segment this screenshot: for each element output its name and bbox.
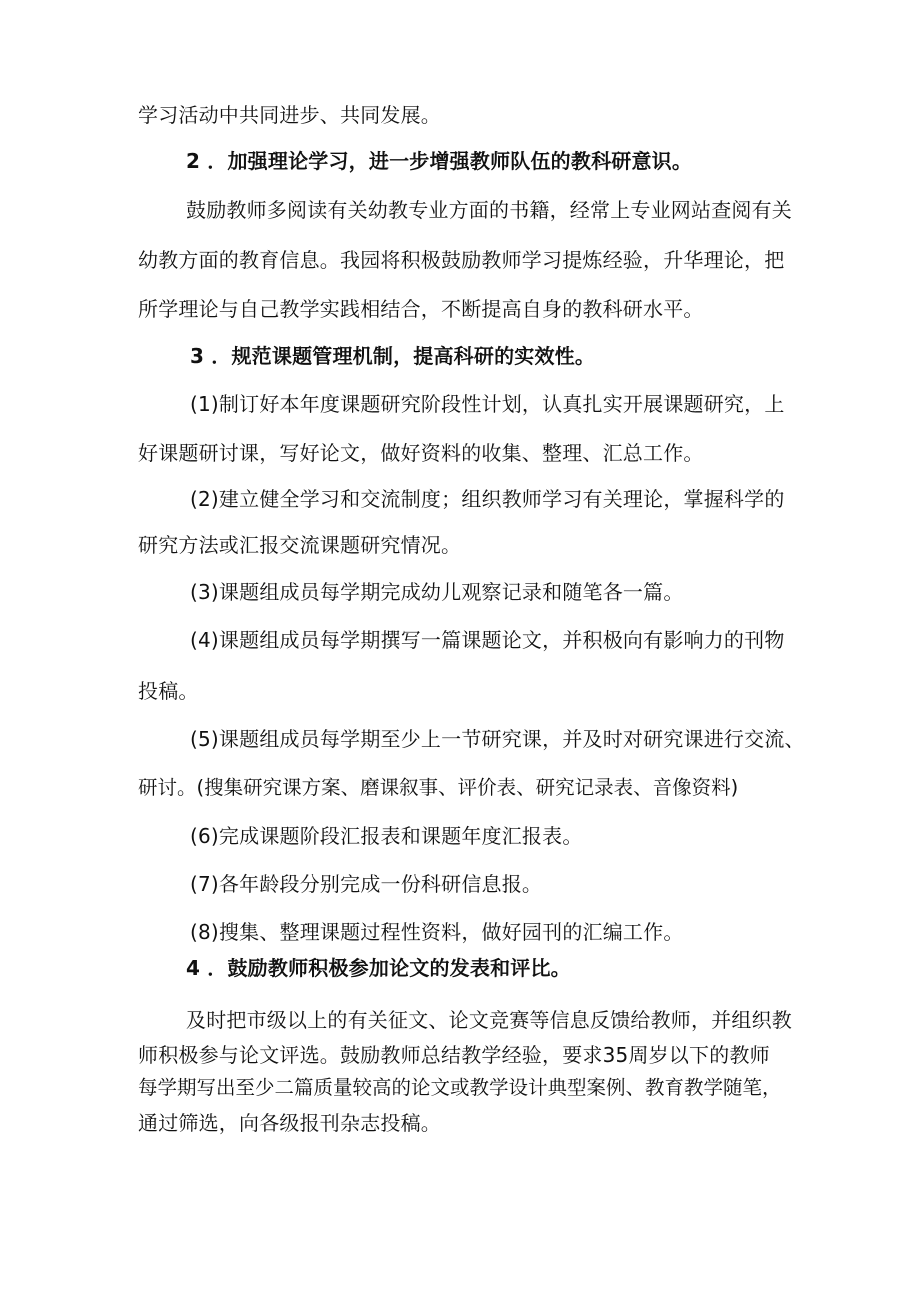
list-item-line: (8)搜集、整理课题过程性资料，做好园刊的汇编工作。 (190, 920, 684, 944)
list-item-line: 投稿。 (138, 679, 199, 703)
section-heading-4: 4 ．鼓励教师积极参加论文的发表和评比。 (186, 956, 571, 980)
section-heading-3: 3 ．规范课题管理机制，提高科研的实效性。 (190, 344, 596, 368)
list-item-line: 研究方法或汇报交流课题研究情况。 (138, 533, 462, 557)
list-item-line: 好课题研讨课，写好论文，做好资料的收集、整理、汇总工作。 (138, 441, 704, 465)
section-heading-2: 2 ．加强理论学习，进一步增强教师队伍的教科研意识。 (186, 149, 693, 173)
list-item-line: 研讨。(搜集研究课方案、磨课叙事、评价表、研究记录表、音像资料) (138, 776, 739, 799)
list-item-line: (1)制订好本年度课题研究阶段性计划，认真扎实开展课题研究，上 (190, 392, 785, 416)
list-item-line: (4)课题组成员每学期撰写一篇课题论文，并积极向有影响力的刊物 (190, 628, 785, 652)
list-item-line: (3)课题组成员每学期完成幼儿观察记录和随笔各一篇。 (190, 580, 684, 604)
paragraph-line: 及时把市级以上的有关征文、论文竞赛等信息反馈给教师，并组织教 (186, 1008, 792, 1032)
list-item-line: (5)课题组成员每学期至少上一节研究课，并及时对研究课进行交流、 (190, 727, 805, 751)
paragraph-line: 师积极参与论文评选。鼓励教师总结教学经验，要求35周岁以下的教师 (138, 1043, 770, 1067)
paragraph-line: 鼓励教师多阅读有关幼教专业方面的书籍，经常上专业网站查阅有关 (186, 198, 792, 222)
list-item-line: (6)完成课题阶段汇报表和课题年度汇报表。 (190, 824, 583, 848)
list-item-line: (2)建立健全学习和交流制度；组织教师学习有关理论，掌握科学的 (190, 487, 785, 511)
paragraph-line: 所学理论与自己教学实践相结合，不断提高自身的教科研水平。 (138, 297, 704, 321)
paragraph-line: 通过筛选，向各级报刊杂志投稿。 (138, 1111, 441, 1135)
paragraph-line: 幼教方面的教育信息。我园将积极鼓励教师学习提炼经验，升华理论，把 (138, 248, 785, 272)
list-item-line: (7)各年龄段分别完成一份科研信息报。 (190, 872, 543, 896)
paragraph-line: 学习活动中共同进步、共同发展。 (138, 103, 441, 127)
paragraph-line: 每学期写出至少二篇质量较高的论文或教学设计典型案例、教育教学随笔， (138, 1076, 782, 1099)
